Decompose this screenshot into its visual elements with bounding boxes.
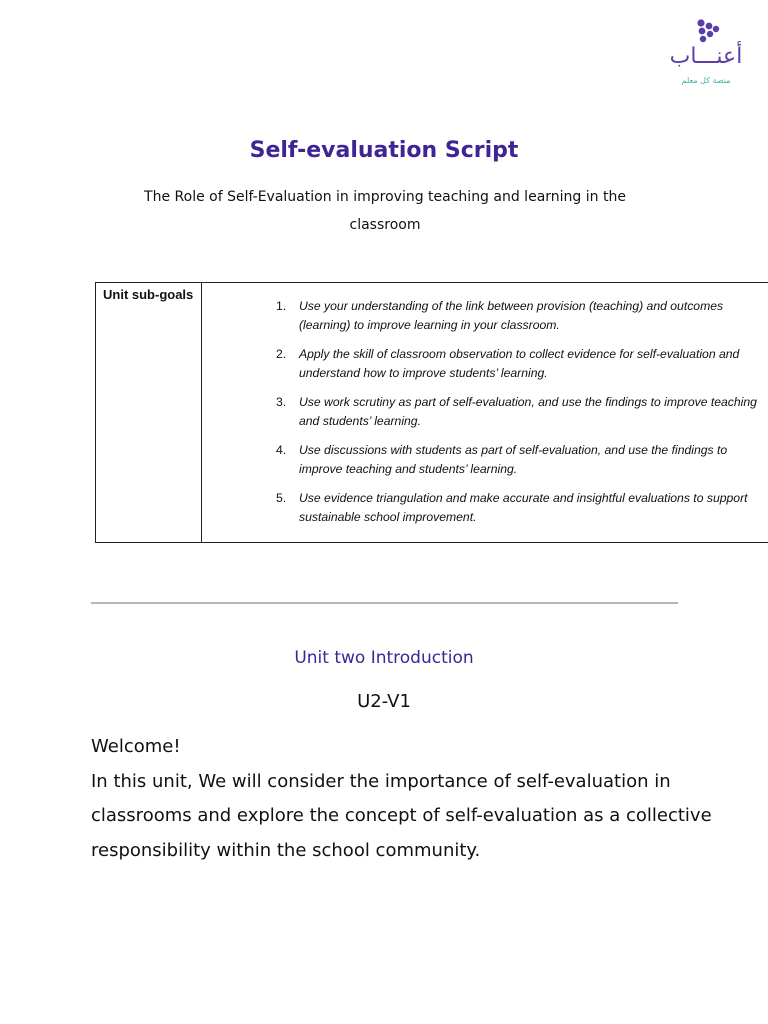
goal-number: 2. xyxy=(276,347,287,361)
intro-paragraph: In this unit, We will consider the importance of self-evaluation in classrooms and explore the concept of self-evaluation as a collective responsibility within the school community. xyxy=(91,770,712,861)
video-code: U2-V1 xyxy=(357,691,411,712)
subgoals-label: Unit sub-goals xyxy=(103,287,194,302)
subgoals-list xyxy=(202,283,768,527)
list-item xyxy=(202,441,768,479)
goal-number: 5. xyxy=(276,491,287,505)
greeting: Welcome! xyxy=(91,736,181,757)
list-item xyxy=(202,393,768,431)
goal-number: 4. xyxy=(276,443,287,457)
anab-logo xyxy=(660,14,752,90)
list-item xyxy=(202,489,768,527)
document-subtitle: The Role of Self-Evaluation in improving teaching and learning in the classroom xyxy=(144,189,626,233)
goal-text: Use your understanding of the link between provision (teaching) and outcomes (learning) to improve learning in your classroom. xyxy=(299,299,724,332)
goal-text: Use discussions with students as part of self-evaluation, and use the findings to improve teaching and students’ learning. xyxy=(299,443,728,476)
grapes-icon xyxy=(694,18,720,46)
logo-tagline: منصة كل معلم xyxy=(681,76,731,85)
horizontal-divider xyxy=(91,602,678,604)
goal-text: Use work scrutiny as part of self-evaluation, and use the findings to improve teaching and students’ learning. xyxy=(299,395,757,428)
logo-wordmark: أعنـــاب xyxy=(669,44,743,69)
section-heading: Unit two Introduction xyxy=(294,648,474,668)
goal-number: 3. xyxy=(276,395,287,409)
subgoals-label-cell xyxy=(96,283,202,543)
table-row xyxy=(96,283,768,543)
goal-text: Apply the skill of classroom observation to collect evidence for self-evaluation and understand how to improve students’ learning. xyxy=(299,347,740,380)
list-item xyxy=(202,297,768,335)
document-title: Self-evaluation Script xyxy=(249,138,519,163)
goal-text: Use evidence triangulation and make accurate and insightful evaluations to support sustainable school improvement. xyxy=(299,491,748,524)
subgoals-list-cell xyxy=(202,283,768,543)
unit-subgoals-table xyxy=(95,282,768,543)
goal-number: 1. xyxy=(276,299,287,313)
intro-text xyxy=(91,730,731,868)
list-item xyxy=(202,345,768,383)
